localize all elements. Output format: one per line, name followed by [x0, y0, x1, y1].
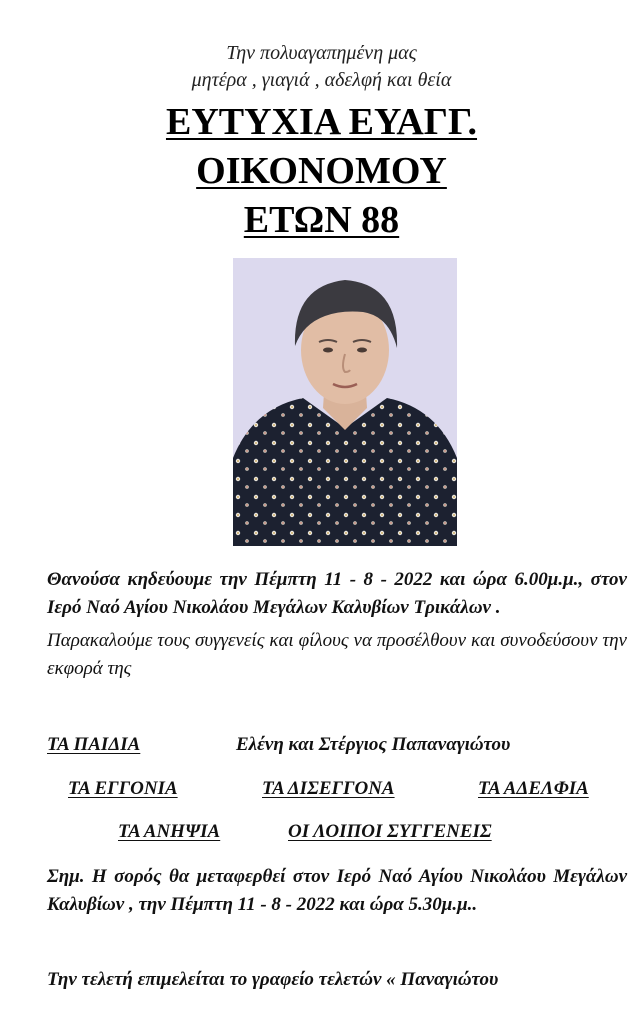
- siblings-label: ΤΑ ΑΔΕΛΦΙΑ: [478, 778, 589, 799]
- nephews-label: ΤΑ ΑΝΗΨΙΑ: [118, 821, 221, 842]
- funeral-home-footer: Την τελετή επιμελείται το γραφείο τελετών « Παναγιώτου: [47, 969, 499, 990]
- children-label: ΤΑ ΠΑΙΔΙΑ: [47, 734, 141, 755]
- great-grandchildren-label: ΤΑ ΔΙΣΕΓΓΟΝΑ: [262, 778, 395, 799]
- portrait-photo: [233, 258, 457, 546]
- transfer-note: Σημ. Η σορός θα μεταφερθεί στον Ιερό Ναό Αγίου Νικολάου Μεγάλων Καλυβίων , την Πέμπτη 11 - 8 - 2022 και ώρα 5.30μ.μ..: [47, 866, 627, 915]
- grandchildren-label: ΤΑ ΕΓΓΟΝΙΑ: [68, 778, 178, 799]
- deceased-age: ΕΤΩΝ 88: [243, 199, 400, 241]
- deceased-name-line-1: ΕΥΤΥΧΙΑ ΕΥΑΓΓ.: [165, 101, 478, 143]
- intro-line-1: Την πολυαγαπημένη μας: [226, 42, 417, 64]
- deceased-name-line-2: ΟΙΚΟΝΟΜΟΥ: [196, 150, 447, 192]
- funeral-invitation: Παρακαλούμε τους συγγενείς και φίλους να προσέλθουν και συνοδεύσουν την εκφορά της: [47, 630, 627, 679]
- other-relatives-label: ΟΙ ΛΟΙΠΟΙ ΣΥΓΓΕΝΕΙΣ: [288, 821, 492, 842]
- children-names: Ελένη και Στέργιος Παπαναγιώτου: [236, 734, 511, 755]
- funeral-announcement: Θανούσα κηδεύουμε την Πέμπτη 11 - 8 - 2022 και ώρα 6.00μ.μ., στον Ιερό Ναό Αγίου Νικολάου Μεγάλων Καλυβίων Τρικάλων .: [47, 569, 627, 618]
- intro-line-2: μητέρα , γιαγιά , αδελφή και θεία: [191, 69, 452, 91]
